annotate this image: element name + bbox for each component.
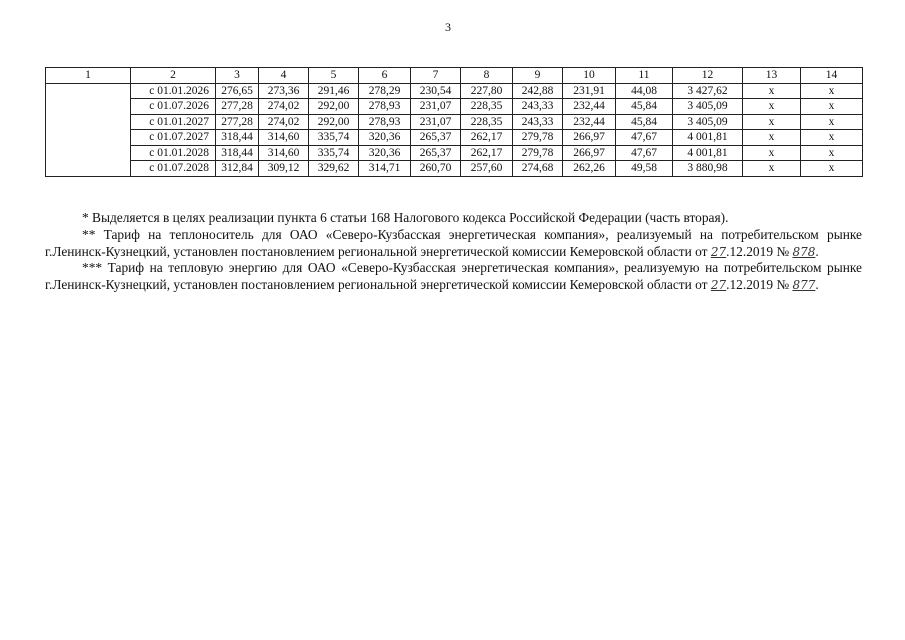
handwritten-number: 878 [792,244,816,259]
table-cell: 314,60 [259,145,309,161]
table-cell: 45,84 [616,114,673,130]
table-cell: 232,44 [563,114,616,130]
table-cell: 262,17 [461,145,513,161]
column-header: 1 [46,68,131,84]
table-cell: 292,00 [309,114,359,130]
footnote-2 [45,227,862,261]
table-cell: 314,60 [259,130,309,146]
table-cell: 231,91 [563,83,616,99]
table-cell: 3 880,98 [673,161,743,177]
table-cell: 230,54 [411,83,461,99]
footnote-1: * Выделяется в целях реализации пункта 6 статьи 168 Налогового кодекса Российской Федерации (часть вторая). [82,210,729,225]
column-header: 6 [359,68,411,84]
table-cell: х [801,99,863,115]
table-cell: 262,26 [563,161,616,177]
date-cell: с 01.07.2026 [131,99,216,115]
table-cell: 266,97 [563,145,616,161]
table-cell: 278,93 [359,114,411,130]
table-cell: 309,12 [259,161,309,177]
table-cell: 279,78 [513,130,563,146]
column-header: 7 [411,68,461,84]
column-header: 14 [801,68,863,84]
tariff-table [45,67,863,177]
table-cell: 265,37 [411,130,461,146]
table-header-row [46,68,863,84]
table-cell: 262,17 [461,130,513,146]
table-cell: 4 001,81 [673,145,743,161]
column-header: 12 [673,68,743,84]
column-header: 10 [563,68,616,84]
footnote-3-text: *** Тариф на тепловую энергию для ОАО «Северо-Кузбасская энергетическая компания», реализуемую на потребительском рынке г.Ленинск-Кузнецкий, установлен постановлением региональной энергетической комиссии Кемеровской области от [45,260,862,293]
table-cell: 257,60 [461,161,513,177]
column-header: 4 [259,68,309,84]
date-cell: с 01.01.2026 [131,83,216,99]
date-cell: с 01.07.2027 [131,130,216,146]
column-header: 2 [131,68,216,84]
date-cell: с 01.01.2028 [131,145,216,161]
table-cell: 243,33 [513,99,563,115]
table-cell: 314,71 [359,161,411,177]
column-header: 11 [616,68,673,84]
table-cell: х [743,145,801,161]
table-cell: 44,08 [616,83,673,99]
date-cell: с 01.07.2028 [131,161,216,177]
table-cell: 231,07 [411,99,461,115]
table-cell: 335,74 [309,145,359,161]
handwritten-day: 27 [710,278,727,293]
table-cell: 274,02 [259,99,309,115]
table-cell: 318,44 [216,130,259,146]
table-cell: 265,37 [411,145,461,161]
table-cell: 292,00 [309,99,359,115]
table-cell: х [801,145,863,161]
table-cell: 45,84 [616,99,673,115]
table-cell: х [801,161,863,177]
table-cell: х [801,83,863,99]
footnote-2-text: ** Тариф на теплоноситель для ОАО «Северо-Кузбасская энергетическая компания», реализуемый на потребительском рынке г.Ленинск-Кузнецкий, установлен постановлением региональной энергетической комиссии Кемеровской области от [45,226,862,259]
table-cell [46,83,131,176]
handwritten-day: 27 [710,244,727,259]
table-row [46,130,863,146]
footnote-2-end: . [815,243,819,259]
footnotes [45,210,862,294]
table-row [46,99,863,115]
footnote-2-date: .12.2019 № [726,243,793,259]
table-cell: 232,44 [563,99,616,115]
table-cell: 335,74 [309,130,359,146]
table-cell: 274,68 [513,161,563,177]
table-cell: 320,36 [359,145,411,161]
table-cell: 329,62 [309,161,359,177]
table-row [46,83,863,99]
table-cell: 3 405,09 [673,99,743,115]
table-cell: 312,84 [216,161,259,177]
table-cell: 3 405,09 [673,114,743,130]
table-cell: х [801,114,863,130]
table-cell: 278,29 [359,83,411,99]
table-cell: 49,58 [616,161,673,177]
table-cell: 278,93 [359,99,411,115]
table-cell: 273,36 [259,83,309,99]
table-cell: 4 001,81 [673,130,743,146]
column-header: 3 [216,68,259,84]
table-row [46,114,863,130]
column-header: 9 [513,68,563,84]
table-cell: 276,65 [216,83,259,99]
column-header: 5 [309,68,359,84]
table-cell: 3 427,62 [673,83,743,99]
table-cell: 260,70 [411,161,461,177]
table-cell: 277,28 [216,99,259,115]
table-cell: х [743,130,801,146]
table-cell: 47,67 [616,145,673,161]
table-cell: 231,07 [411,114,461,130]
table-cell: 266,97 [563,130,616,146]
table-cell: х [743,83,801,99]
table-cell: 277,28 [216,114,259,130]
table-row [46,145,863,161]
table-cell: 242,88 [513,83,563,99]
page-number: 3 [445,20,451,34]
table-cell: х [801,130,863,146]
footnote-3-end: . [815,277,819,293]
table-cell: 47,67 [616,130,673,146]
footnote-3-date: .12.2019 № [726,277,793,293]
table-cell: 243,33 [513,114,563,130]
table-cell: 291,46 [309,83,359,99]
table-cell: х [743,99,801,115]
table-cell: 318,44 [216,145,259,161]
table-cell: х [743,161,801,177]
handwritten-number: 877 [792,278,816,293]
table-cell: х [743,114,801,130]
table-cell: 274,02 [259,114,309,130]
column-header: 13 [743,68,801,84]
table-cell: 228,35 [461,99,513,115]
footnote-3 [45,260,862,294]
table-cell: 279,78 [513,145,563,161]
table-cell: 228,35 [461,114,513,130]
table-row [46,161,863,177]
column-header: 8 [461,68,513,84]
date-cell: с 01.01.2027 [131,114,216,130]
table-cell: 227,80 [461,83,513,99]
table-cell: 320,36 [359,130,411,146]
